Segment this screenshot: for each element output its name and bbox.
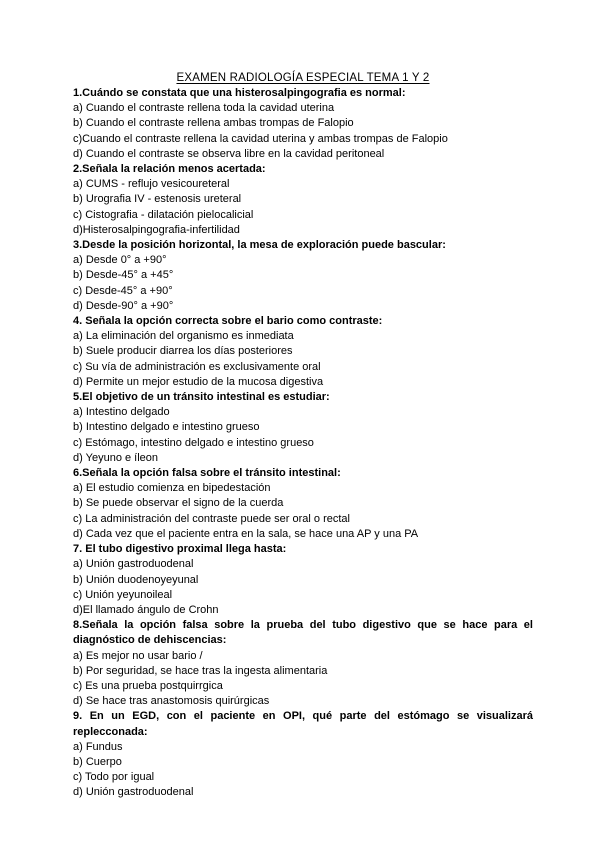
- answer-option: b) Urografia IV - estenosis ureteral: [73, 193, 242, 206]
- answer-option: a) Es mejor no usar bario /: [73, 649, 203, 662]
- answer-option: c) Todo por igual: [73, 771, 155, 784]
- question-block: [73, 709, 533, 800]
- question-text: 5.El objetivo de un tránsito intestinal es estudiar:: [73, 391, 330, 404]
- question-block: [73, 618, 533, 709]
- answer-option: b) Suele producir diarrea los días posteriores: [73, 345, 293, 358]
- answer-option: d) Permite un mejor estudio de la mucosa digestiva: [73, 375, 324, 388]
- answer-option: a) El estudio comienza en bipedestación: [73, 482, 271, 495]
- answer-option: d) Yeyuno e íleon: [73, 451, 159, 464]
- answer-option: d) Cuando el contraste se observa libre en la cavidad peritoneal: [73, 147, 385, 160]
- question-text: 2.Señala la relación menos acertada:: [73, 163, 266, 176]
- answer-option: b) Se puede observar el signo de la cuerda: [73, 497, 284, 510]
- answer-option: c) Es una prueba postquirrgica: [73, 679, 223, 692]
- answer-option: b) Por seguridad, se hace tras la ingesta alimentaria: [73, 664, 328, 677]
- answer-option: d) Cada vez que el paciente entra en la sala, se hace una AP y una PA: [73, 527, 419, 540]
- question-text: 8.Señala la opción falsa sobre la prueba del tubo digestivo que se hace para el diagnóstico de dehiscencias:: [73, 619, 533, 647]
- answer-option: b) Desde-45° a +45°: [73, 269, 174, 282]
- question-text: 6.Señala la opción falsa sobre el tránsito intestinal:: [73, 467, 341, 480]
- answer-option: c) Su vía de administración es exclusivamente oral: [73, 360, 321, 373]
- answer-option: a) Desde 0° a +90°: [73, 254, 167, 267]
- answer-option: a) Cuando el contraste rellena toda la cavidad uterina: [73, 102, 335, 115]
- answer-option: d)Histerosalpingografia-infertilidad: [73, 223, 240, 236]
- question-text: 3.Desde la posición horizontal, la mesa de exploración puede bascular:: [73, 239, 446, 252]
- answer-option: a) Intestino delgado: [73, 406, 170, 419]
- answer-option: d)El llamado ángulo de Crohn: [73, 603, 219, 616]
- exam-page: [73, 70, 533, 801]
- question-block: [73, 466, 533, 542]
- question-block: [73, 86, 533, 162]
- answer-option: a) CUMS - reflujo vesicoureteral: [73, 178, 230, 191]
- question-block: [73, 314, 533, 390]
- answer-option: b) Cuando el contraste rellena ambas trompas de Falopio: [73, 117, 354, 130]
- exam-title: EXAMEN RADIOLOGÍA ESPECIAL TEMA 1 Y 2: [176, 72, 430, 84]
- answer-option: d) Unión gastroduodenal: [73, 786, 194, 799]
- answer-option: d) Se hace tras anastomosis quirúrgicas: [73, 695, 270, 708]
- question-block: [73, 162, 533, 238]
- answer-option: c) Cistografia - dilatación pielocalicial: [73, 208, 254, 221]
- question-text: 1.Cuándo se constata que una histerosalpingografia es normal:: [73, 87, 406, 99]
- answer-option: a) La eliminación del organismo es inmediata: [73, 330, 294, 343]
- answer-option: c) Desde-45° a +90°: [73, 284, 173, 297]
- answer-option: d) Desde-90° a +90°: [73, 299, 174, 312]
- question-block: [73, 238, 533, 314]
- question-block: [73, 390, 533, 466]
- answer-option: c) Estómago, intestino delgado e intestino grueso: [73, 436, 314, 449]
- question-text: 7. El tubo digestivo proximal llega hasta:: [73, 543, 287, 556]
- answer-option: a) Unión gastroduodenal: [73, 558, 194, 571]
- answer-option: b) Intestino delgado e intestino grueso: [73, 421, 260, 434]
- answer-option: c) Unión yeyunoileal: [73, 588, 173, 601]
- question-text: 4. Señala la opción correcta sobre el bario como contraste:: [73, 315, 383, 328]
- answer-option: a) Fundus: [73, 740, 123, 753]
- answer-option: b) Cuerpo: [73, 755, 122, 768]
- question-block: [73, 542, 533, 618]
- answer-option: c) La administración del contraste puede ser oral o rectal: [73, 512, 350, 525]
- question-list: [73, 86, 533, 801]
- answer-option: b) Unión duodenoyeyunal: [73, 573, 199, 586]
- question-text: 9. En un EGD, con el paciente en OPI, qué parte del estómago se visualizará replecconada:: [73, 710, 533, 738]
- answer-option: c)Cuando el contraste rellena la cavidad uterina y ambas trompas de Falopio: [73, 132, 448, 145]
